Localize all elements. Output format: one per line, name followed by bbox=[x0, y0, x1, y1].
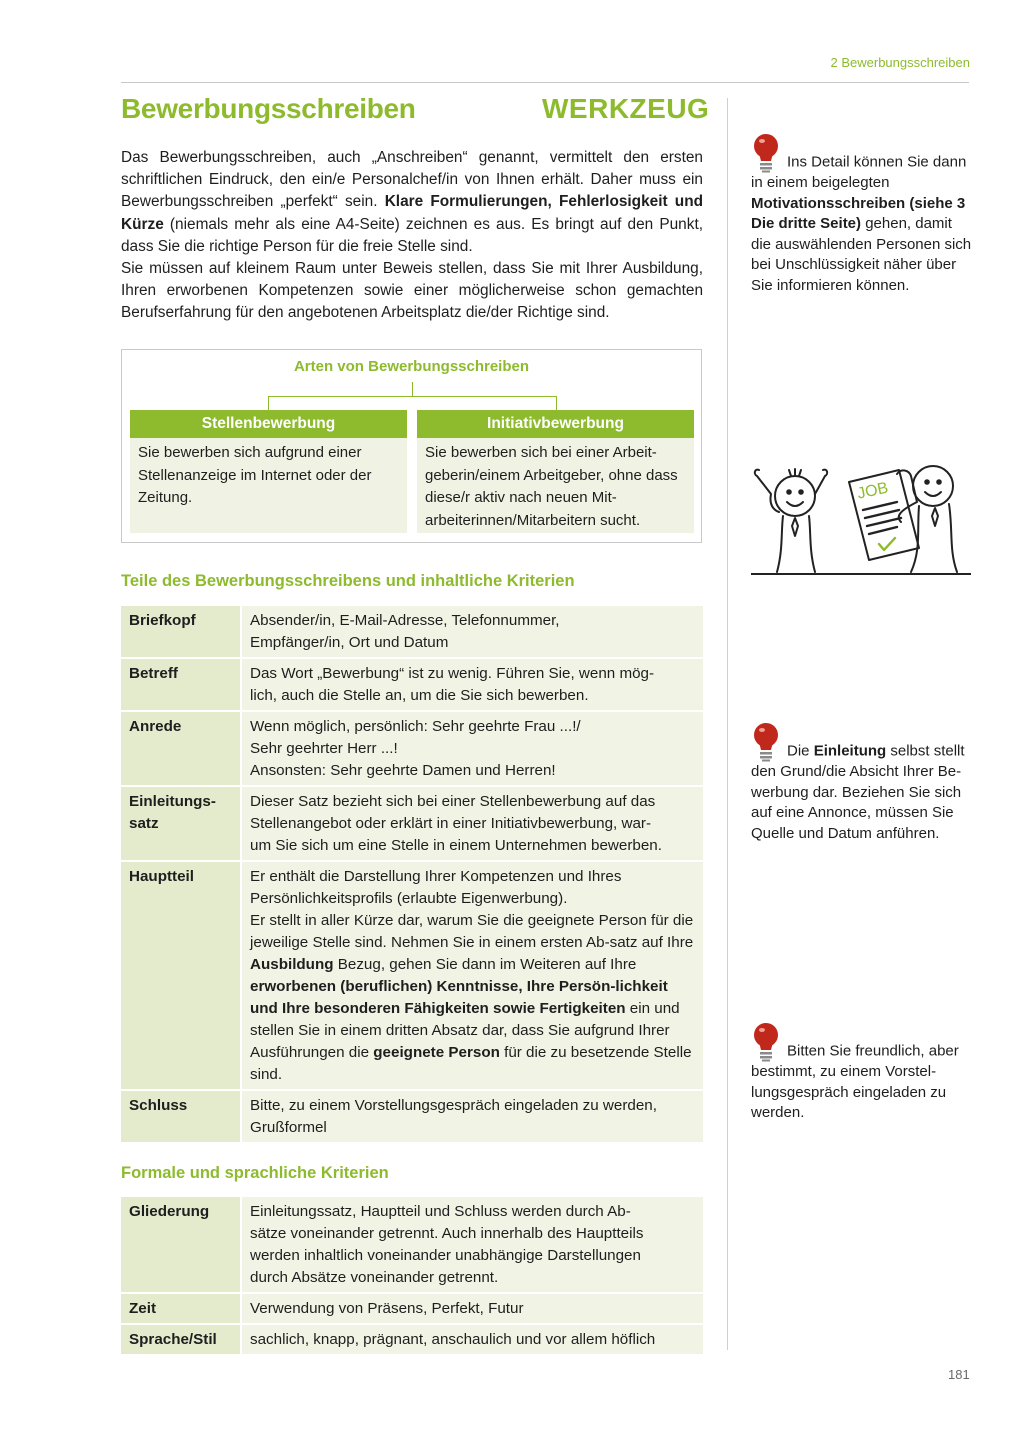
type-card-initiativbewerbung bbox=[417, 410, 694, 533]
intro-text-a: Das Bewerbungsschreiben, auch „Anschreiben“ genannt, vermittelt den ersten schriftlichen Eindruck, den ein/e Personalchef/in von Ihnen erhält. Daher muss ein Bewerbungsschreiben „perfekt“ sein. bbox=[121, 149, 703, 211]
lightbulb-icon bbox=[751, 722, 781, 762]
lightbulb-icon bbox=[751, 1022, 781, 1062]
tip-text: Bitten Sie freundlich, aber bestimmt, zu einem Vorstel-lungsgespräch eingeladen zu werden. bbox=[751, 1042, 959, 1122]
type-card-body: Sie bewerben sich aufgrund einer Stellenanzeige im Internet oder der Zeitung. bbox=[138, 444, 372, 506]
line: Ansonsten: Sehr geehrte Damen und Herren! bbox=[250, 762, 556, 779]
row-key: Zeit bbox=[121, 1293, 241, 1324]
row-value bbox=[241, 1090, 703, 1143]
key-line: satz bbox=[129, 815, 159, 832]
row-value bbox=[241, 606, 703, 658]
intro-paragraph-2: Sie müssen auf kleinem Raum unter Beweis stellen, dass Sie mit Ihrer Ausbildung, Ihren erworbenen Kompetenzen sowie einer möglicherweise schon gemachten Berufserfahrung für den angebotenen Arbeitsplatz die/der Richtige sind. bbox=[121, 260, 703, 322]
row-key: Hauptteil bbox=[121, 861, 241, 1090]
table-row bbox=[121, 658, 703, 711]
line: werden inhaltlich voneinander unabhängige Darstellungen bbox=[250, 1247, 641, 1264]
tip-box bbox=[751, 133, 976, 297]
row-value bbox=[241, 786, 703, 861]
table-row bbox=[121, 786, 703, 861]
row-value bbox=[241, 711, 703, 786]
table-row bbox=[121, 711, 703, 786]
line: sätze voneinander getrennt. Auch innerhalb des Hauptteils bbox=[250, 1225, 644, 1242]
line: Das Wort „Bewerbung“ ist zu wenig. Führen Sie, wenn mög- bbox=[250, 665, 655, 682]
section-tag: WERKZEUG bbox=[542, 93, 710, 124]
connector-line bbox=[412, 382, 413, 396]
person-left-icon bbox=[755, 469, 827, 572]
formal-table bbox=[121, 1197, 703, 1356]
text: Bezug, gehen Sie dann im Weiteren auf Ihre bbox=[333, 956, 637, 973]
row-key: Briefkopf bbox=[121, 606, 241, 658]
line: um Sie sich um eine Stelle in einem Unternehmen bewerben. bbox=[250, 837, 662, 854]
line: Wenn möglich, persönlich: Sehr geehrte Frau ...!/ bbox=[250, 718, 581, 735]
table-row bbox=[121, 1197, 703, 1293]
types-title: Arten von Bewerbungsschreiben bbox=[293, 358, 530, 375]
text: Er enthält die Darstellung Ihrer Kompetenzen und Ihres Persönlichkeitsprofils (erlaubte Eigenwerbung). bbox=[250, 868, 622, 907]
row-key: Gliederung bbox=[121, 1197, 241, 1293]
table-row bbox=[121, 1324, 703, 1355]
job-illustration bbox=[751, 460, 971, 578]
tip-bold: Einleitung bbox=[813, 742, 887, 760]
row-value: sachlich, knapp, prägnant, anschaulich und vor allem höflich bbox=[241, 1324, 703, 1355]
bold-text: geeignete Person bbox=[373, 1044, 500, 1061]
tip-text: Ins Detail können Sie dann in einem beigelegten bbox=[751, 153, 967, 191]
line: Einleitungssatz, Hauptteil und Schluss werden durch Ab- bbox=[250, 1203, 631, 1220]
row-key: Schluss bbox=[121, 1090, 241, 1143]
text: ein und stellen Sie in einem dritten Absatz dar, dass Sie aufgrund Ihrer Ausführungen die bbox=[250, 1000, 680, 1061]
table-row bbox=[121, 1090, 703, 1143]
line: Dieser Satz bezieht sich bei einer Stellenbewerbung auf das bbox=[250, 793, 656, 810]
parts-table bbox=[121, 606, 703, 1144]
job-document-icon bbox=[849, 470, 919, 560]
row-key: Sprache/Stil bbox=[121, 1324, 241, 1355]
row-key: Anrede bbox=[121, 711, 241, 786]
bold-text: erworbenen (beruflichen) Kenntnisse, Ihre Persön-lichkeit und Ihre besonderen Fähigkeiten sowie Fertigkeiten bbox=[250, 978, 668, 1017]
line: Stellenangebot oder erklärt in einer Initiativbewerbung, war- bbox=[250, 815, 652, 832]
table-row bbox=[121, 861, 703, 1090]
application-types-diagram bbox=[121, 349, 702, 543]
page-title: Bewerbungsschreiben bbox=[121, 93, 416, 124]
tip-text: Die bbox=[787, 742, 814, 760]
connector-line bbox=[268, 396, 269, 410]
type-card-heading: Stellenbewerbung bbox=[130, 410, 407, 438]
parts-heading: Teile des Bewerbungsschreibens und inhaltliche Kriterien bbox=[121, 572, 575, 590]
type-card-heading: Initiativbewerbung bbox=[417, 410, 694, 438]
type-card-stellenbewerbung bbox=[130, 410, 407, 533]
column-divider bbox=[727, 98, 728, 1350]
tip-box bbox=[751, 1022, 976, 1124]
line: Grußformel bbox=[250, 1119, 327, 1136]
row-value bbox=[241, 658, 703, 711]
text: Er stellt in aller Kürze dar, warum Sie die geeignete Person für die jeweilige Stelle sind. Nehmen Sie in einem ersten Ab-satz auf Ihre bbox=[250, 912, 694, 951]
key-line: Einleitungs- bbox=[129, 793, 216, 810]
type-card-body: Sie bewerben sich bei einer Arbeit-geberin/einem Arbeitgeber, ohne dass diese/r aktiv nach neuen Mit-arbeiterinnen/Mitarbeitern sucht. bbox=[425, 444, 678, 529]
row-value bbox=[241, 861, 703, 1090]
running-head: 2 Bewerbungsschreiben bbox=[830, 55, 970, 70]
row-key: Betreff bbox=[121, 658, 241, 711]
tip-text: selbst stellt den Grund/die Absicht Ihrer Be-werbung dar. Beziehen Sie sich auf eine Annonce, müssen Sie Quelle und Datum anführen. bbox=[751, 742, 965, 842]
intro-text bbox=[121, 147, 703, 325]
intro-paragraph-1 bbox=[121, 147, 703, 258]
row-value bbox=[241, 1197, 703, 1293]
intro-text-b: (niemals mehr als eine A4-Seite) zeichnen es aus. Es bringt auf den Punkt, dass Sie die richtige Person für die freie Stelle sind. bbox=[121, 215, 703, 255]
line: Bitte, zu einem Vorstellungsgespräch eingeladen zu werden, bbox=[250, 1097, 657, 1114]
header-divider bbox=[121, 82, 969, 83]
row-key bbox=[121, 786, 241, 861]
job-sign-text: JOB bbox=[855, 479, 890, 503]
tip-bold: Motivationsschreiben (siehe 3 Die dritte Seite) bbox=[751, 194, 966, 233]
intro-bold: Klare Formulierungen, Fehlerlosigkeit und Kürze bbox=[121, 193, 704, 233]
tip-box bbox=[751, 722, 976, 844]
line: Sehr geehrter Herr ...! bbox=[250, 740, 398, 757]
tip-text: gehen, damit die auswählenden Personen sich bei Unschlüssigkeit näher über Sie informieren können. bbox=[751, 215, 972, 294]
table-row bbox=[121, 1293, 703, 1324]
line: durch Absätze voneinander getrennt. bbox=[250, 1269, 499, 1286]
line: lich, auch die Stelle an, um die Sie sich bewerben. bbox=[250, 687, 589, 704]
bold-text: Ausbildung bbox=[250, 956, 334, 973]
formal-heading: Formale und sprachliche Kriterien bbox=[121, 1164, 389, 1182]
line: Empfänger/in, Ort und Datum bbox=[250, 634, 449, 651]
line: Absender/in, E-Mail-Adresse, Telefonnummer, bbox=[250, 612, 560, 629]
table-row bbox=[121, 606, 703, 658]
page-number: 181 bbox=[948, 1367, 970, 1382]
connector-line bbox=[268, 396, 556, 397]
connector-line bbox=[556, 396, 557, 410]
row-value: Verwendung von Präsens, Perfekt, Futur bbox=[241, 1293, 703, 1324]
lightbulb-icon bbox=[751, 133, 781, 173]
text: für die zu besetzende Stelle sind. bbox=[250, 1044, 692, 1083]
